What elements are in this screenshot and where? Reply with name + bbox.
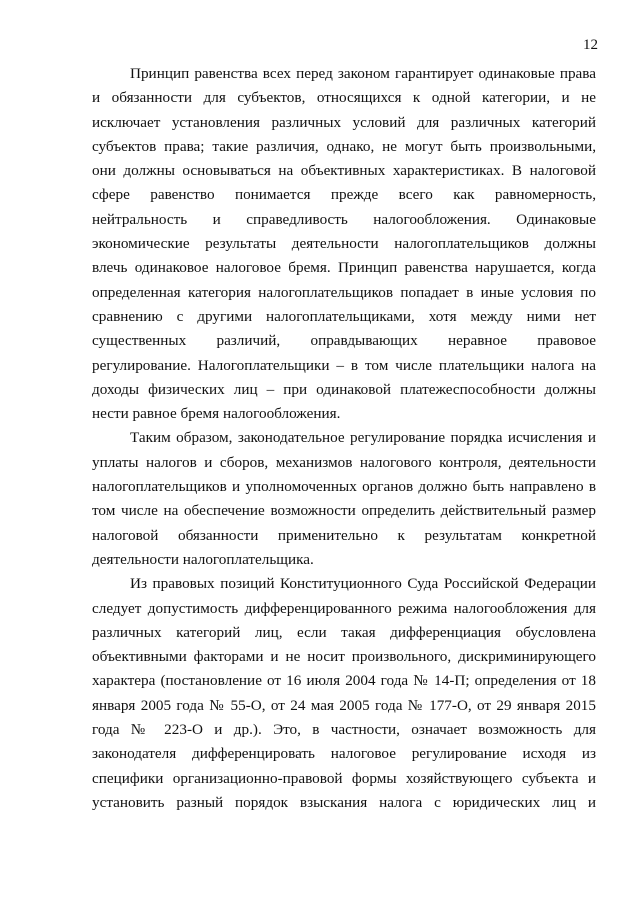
paragraph-1-line: субъектов права; такие различия, однако, не могут быть произвольными, [92,137,596,155]
paragraph-2-line: налогоплательщиков и уполномоченных органов должно быть направлено в [92,478,596,496]
paragraph-1-line: экономические результаты деятельности налогоплательщиков должны [92,235,596,253]
paragraph-3-line: законодателя дифференцировать налоговое регулирование исходя из [92,745,596,763]
paragraph-2-line: Таким образом, законодательное регулирование порядка исчисления и [130,429,596,447]
paragraph-3-line: установить разный порядок взыскания налога с юридических лиц и [92,793,596,811]
paragraph-2-line: деятельности налогоплательщика. [92,550,314,568]
paragraph-3-line: года № 223-О и др.). Это, в частности, означает возможность для [92,721,596,739]
paragraph-1-line: сфере равенство понимается прежде всего как равномерность, [92,186,596,204]
paragraph-1-line: нейтральность и справедливость налогообложения. Одинаковые [92,210,596,228]
paragraph-3-line: специфики организационно-правовой формы хозяйствующего субъекта и [92,769,596,787]
paragraph-1-line: влечь одинаковое налоговое бремя. Принцип равенства нарушается, когда [92,259,596,277]
paragraph-3-line: объективными факторами и не носит произвольного, дискриминирующего [92,648,596,666]
paragraph-3-line: следует допустимость дифференцированного режима налогообложения для [92,599,596,617]
paragraph-1-line: нести равное бремя налогообложения. [92,405,341,423]
paragraph-1-line: и обязанности для субъектов, относящихся к одной категории, и не [92,89,596,107]
paragraph-2-line: налоговой обязанности применительно к результатам конкретной [92,526,596,544]
paragraph-1-line: определенная категория налогоплательщиков попадает в иные условия по [92,283,596,301]
paragraph-1-line: доходы физических лиц – при одинаковой платежеспособности должны [92,380,596,398]
paragraph-3-line: характера (постановление от 16 июля 2004 года № 14-П; определения от 18 [92,672,596,690]
paragraph-3-line: различных категорий лиц, если такая дифференциация обусловлена [92,623,596,641]
paragraph-2-line: том числе на обеспечение возможности определить действительный размер [92,502,596,520]
paragraph-1-line: регулирование. Налогоплательщики – в том числе плательщики налога на [92,356,596,374]
paragraph-3-line: января 2005 года № 55-О, от 24 мая 2005 года № 177-О, от 29 января 2015 [92,696,596,714]
paragraph-1-line: они должны основываться на объективных характеристиках. В налоговой [92,162,596,180]
paragraph-1-line: сравнению с другими налогоплательщиками, хотя между ними нет [92,307,596,325]
paragraph-3-line: Из правовых позиций Конституционного Суда Российской Федерации [130,575,596,593]
paragraph-1-line: Принцип равенства всех перед законом гарантирует одинаковые права [130,65,596,82]
page-number: 12 [583,37,598,53]
paragraph-1-line: исключает установления различных условий для различных категорий [92,113,596,131]
document-body [92,62,596,815]
paragraph-2-line: уплаты налогов и сборов, механизмов налогового контроля, деятельности [92,453,596,471]
paragraph-1-line: существенных различий, оправдывающих неравное правовое [92,332,596,350]
